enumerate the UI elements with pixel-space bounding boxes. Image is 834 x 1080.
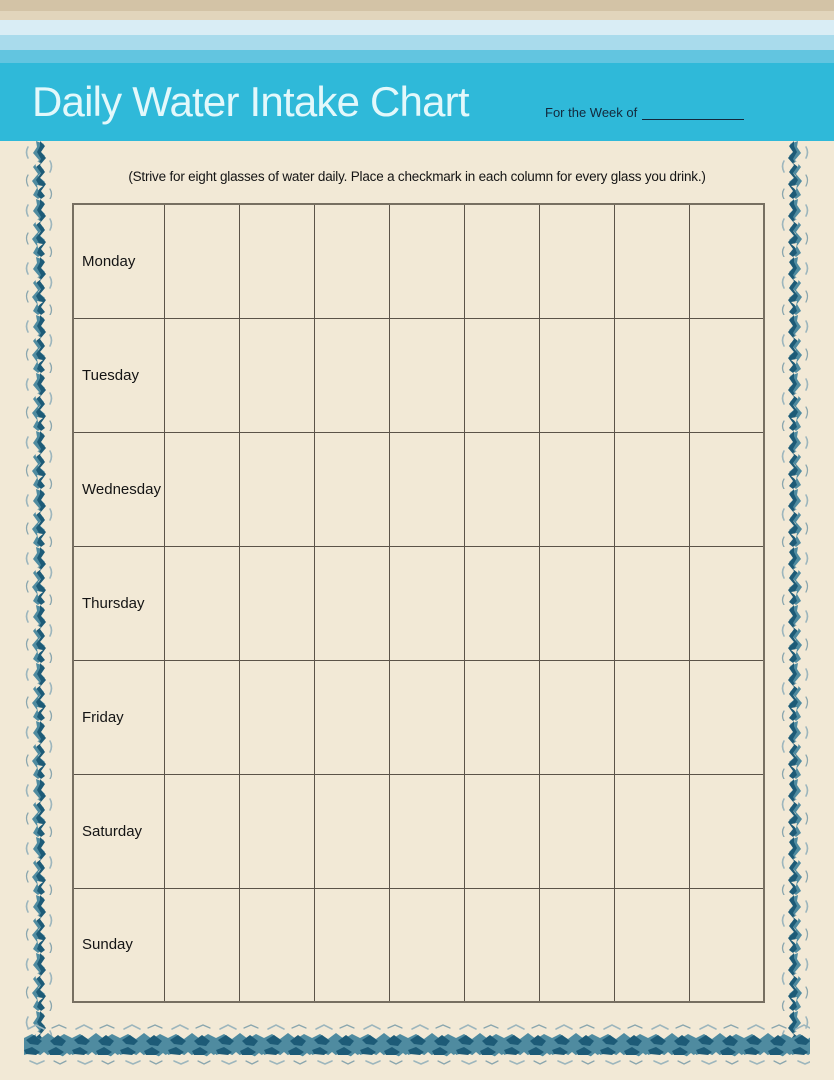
glass-cell[interactable] xyxy=(239,432,314,546)
glass-cell[interactable] xyxy=(614,546,689,660)
day-label-friday: Friday xyxy=(73,660,164,774)
table-row xyxy=(73,660,764,774)
decorative-border-right xyxy=(780,141,810,1043)
glass-cell[interactable] xyxy=(239,546,314,660)
glass-cell[interactable] xyxy=(239,660,314,774)
glass-cell[interactable] xyxy=(164,546,239,660)
table-row xyxy=(73,432,764,546)
glass-cell[interactable] xyxy=(314,546,389,660)
glass-cell[interactable] xyxy=(464,888,539,1002)
glass-cell[interactable] xyxy=(539,204,614,318)
table-row xyxy=(73,204,764,318)
glass-cell[interactable] xyxy=(539,546,614,660)
glass-cell[interactable] xyxy=(689,660,764,774)
glass-cell[interactable] xyxy=(614,774,689,888)
water-table-body xyxy=(73,204,764,1002)
glass-cell[interactable] xyxy=(239,204,314,318)
top-stripe-medium-blue xyxy=(0,50,834,63)
glass-cell[interactable] xyxy=(164,774,239,888)
glass-cell[interactable] xyxy=(614,432,689,546)
day-label-tuesday: Tuesday xyxy=(73,318,164,432)
week-of-blank-line[interactable] xyxy=(642,107,744,120)
glass-cell[interactable] xyxy=(314,660,389,774)
day-label-thursday: Thursday xyxy=(73,546,164,660)
top-stripe-light-tan xyxy=(0,11,834,20)
top-stripe-pale-blue xyxy=(0,20,834,35)
top-stripe-tan xyxy=(0,0,834,11)
water-intake-table-wrap xyxy=(72,203,765,1003)
glass-cell[interactable] xyxy=(539,660,614,774)
glass-cell[interactable] xyxy=(614,660,689,774)
glass-cell[interactable] xyxy=(464,546,539,660)
day-label-saturday: Saturday xyxy=(73,774,164,888)
glass-cell[interactable] xyxy=(614,318,689,432)
glass-cell[interactable] xyxy=(314,774,389,888)
instruction-text: (Strive for eight glasses of water daily. Place a checkmark in each column for every glass you drink.) xyxy=(128,169,706,184)
glass-cell[interactable] xyxy=(314,318,389,432)
top-stripe-light-blue xyxy=(0,35,834,50)
day-label-wednesday: Wednesday xyxy=(73,432,164,546)
glass-cell[interactable] xyxy=(464,660,539,774)
glass-cell[interactable] xyxy=(539,774,614,888)
glass-cell[interactable] xyxy=(239,774,314,888)
glass-cell[interactable] xyxy=(689,888,764,1002)
glass-cell[interactable] xyxy=(689,432,764,546)
glass-cell[interactable] xyxy=(689,204,764,318)
glass-cell[interactable] xyxy=(689,774,764,888)
header-band xyxy=(0,63,834,141)
glass-cell[interactable] xyxy=(464,432,539,546)
water-intake-table xyxy=(72,203,765,1003)
glass-cell[interactable] xyxy=(239,888,314,1002)
glass-cell[interactable] xyxy=(389,204,464,318)
glass-cell[interactable] xyxy=(614,204,689,318)
glass-cell[interactable] xyxy=(314,204,389,318)
day-label-sunday: Sunday xyxy=(73,888,164,1002)
table-row xyxy=(73,774,764,888)
glass-cell[interactable] xyxy=(689,546,764,660)
table-row xyxy=(73,546,764,660)
table-row xyxy=(73,318,764,432)
glass-cell[interactable] xyxy=(389,432,464,546)
glass-cell[interactable] xyxy=(614,888,689,1002)
glass-cell[interactable] xyxy=(314,432,389,546)
glass-cell[interactable] xyxy=(389,660,464,774)
glass-cell[interactable] xyxy=(314,888,389,1002)
decorative-border-bottom xyxy=(24,1014,810,1066)
glass-cell[interactable] xyxy=(389,888,464,1002)
week-of-group xyxy=(545,105,744,120)
glass-cell[interactable] xyxy=(164,204,239,318)
glass-cell[interactable] xyxy=(389,546,464,660)
glass-cell[interactable] xyxy=(164,660,239,774)
table-row xyxy=(73,888,764,1002)
glass-cell[interactable] xyxy=(539,432,614,546)
glass-cell[interactable] xyxy=(464,204,539,318)
glass-cell[interactable] xyxy=(464,774,539,888)
decorative-border-left xyxy=(24,141,54,1043)
glass-cell[interactable] xyxy=(389,318,464,432)
day-label-monday: Monday xyxy=(73,204,164,318)
glass-cell[interactable] xyxy=(464,318,539,432)
week-of-label: For the Week of xyxy=(545,105,638,120)
glass-cell[interactable] xyxy=(539,318,614,432)
sheet xyxy=(0,141,834,1080)
glass-cell[interactable] xyxy=(539,888,614,1002)
glass-cell[interactable] xyxy=(239,318,314,432)
glass-cell[interactable] xyxy=(389,774,464,888)
glass-cell[interactable] xyxy=(689,318,764,432)
glass-cell[interactable] xyxy=(164,432,239,546)
page-title: Daily Water Intake Chart xyxy=(32,78,469,125)
glass-cell[interactable] xyxy=(164,888,239,1002)
glass-cell[interactable] xyxy=(164,318,239,432)
